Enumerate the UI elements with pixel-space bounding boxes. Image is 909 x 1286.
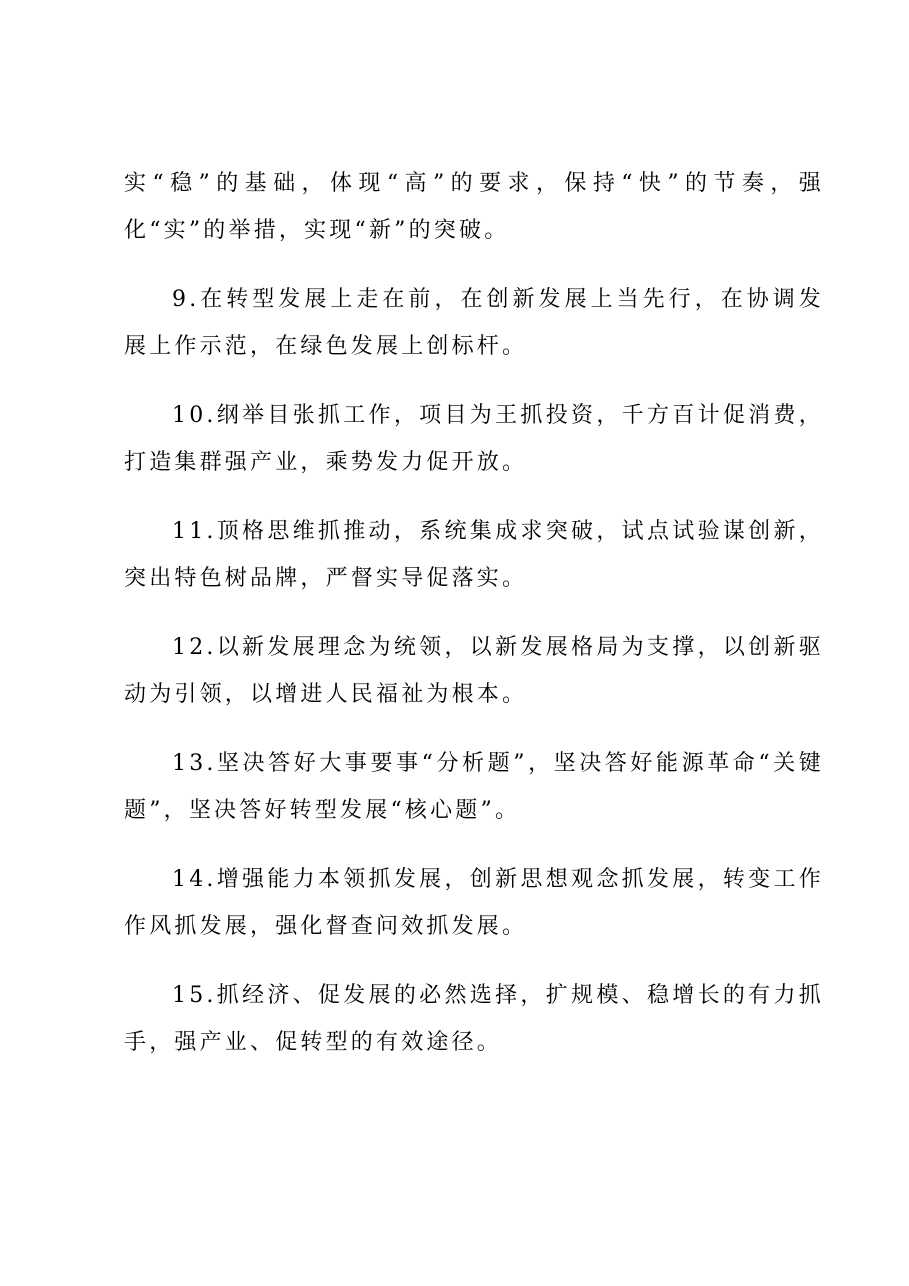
paragraph-10: 10.纲举目张抓工作，项目为王抓投资，千方百计促消费，打造集群强产业，乘势发力促开放。 (124, 403, 824, 475)
paragraph-14: 14.增强能力本领抓发展，创新思想观念抓发展，转变工作作风抓发展，强化督查问效抓发展。 (124, 867, 824, 939)
paragraph-9: 9.在转型发展上走在前，在创新发展上当先行，在协调发展上作示范，在绿色发展上创标杆。 (124, 287, 824, 359)
paragraph-12: 12.以新发展理念为统领，以新发展格局为支撑，以创新驱动为引领，以增进人民福祉为根本。 (124, 635, 824, 707)
paragraph-11: 11.顶格思维抓推动，系统集成求突破，试点试验谋创新，突出特色树品牌，严督实导促落实。 (124, 519, 824, 591)
paragraph-15: 15.抓经济、促发展的必然选择，扩规模、稳增长的有力抓手，强产业、促转型的有效途径。 (124, 983, 824, 1055)
document-body (124, 160, 824, 1088)
paragraph-continued: 实“稳”的基础，体现“高”的要求，保持“快”的节奏，强化“实”的举措，实现“新”的突破。 (124, 171, 824, 243)
paragraph-13: 13.坚决答好大事要事“分析题”，坚决答好能源革命“关键题”，坚决答好转型发展“核心题”。 (124, 751, 824, 823)
